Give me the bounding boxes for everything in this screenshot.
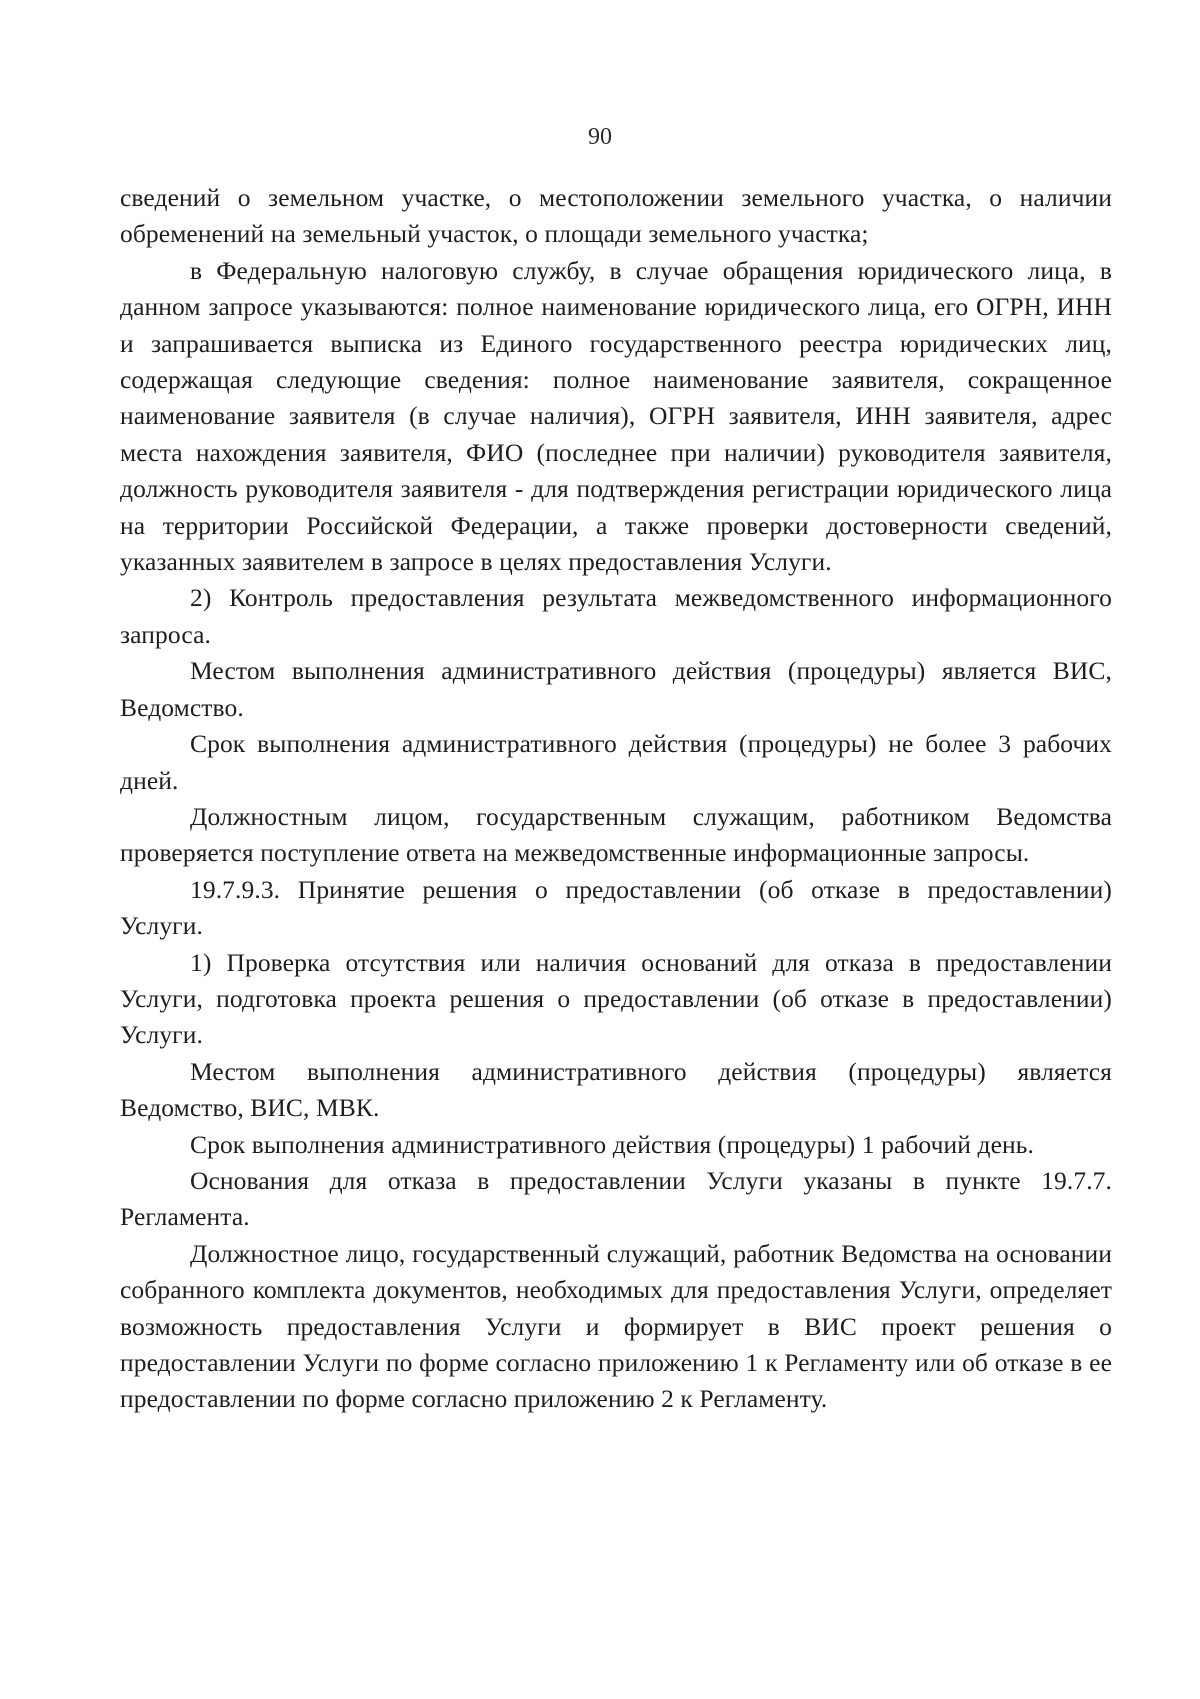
paragraph-refusal-grounds: Основания для отказа в предоставлении Услуги указаны в пункте 19.7.7. Регламента. — [120, 1165, 1112, 1232]
paragraph-grounds-check-step: 1) Проверка отсутствия или наличия оснований для отказа в предоставлении Услуги, подготовка проекта решения о предоставлении (об отказе в предоставлении) Услуги. — [120, 947, 1112, 1050]
paragraph-execution-term-2: Срок выполнения административного действия (процедуры) 1 рабочий день. — [190, 1129, 1034, 1159]
paragraph-decision-draft: Должностное лицо, государственный служащий, работник Ведомства на основании собранного комплекта документов, необходимых для предоставления Услуги, определяет возможность предоставления Услуги и формирует в ВИС проект решения о предоставлении Услуги по форме согласно приложению 1 к Регламенту или об отказе в ее предоставлении по форме согласно приложению 2 к Регламенту. — [120, 1238, 1112, 1414]
paragraph-section-heading: 19.7.9.3. Принятие решения о предоставлении (об отказе в предоставлении) Услуги. — [120, 874, 1112, 941]
paragraph-place-of-execution: Местом выполнения административного действия (процедуры) является ВИС, Ведомство. — [120, 656, 1112, 722]
paragraph-tax-service-request: в Федеральную налоговую службу, в случае обращения юридического лица, в данном запросе указываются: полное наименование юридического лица, его ОГРН, ИНН и запрашивается выписка из Единого государственного реестра юридических лиц, содержащая следующие сведения: полное наименование заявителя, сокращенное наименование заявителя (в случае наличия), ОГРН заявителя, ИНН заявителя, адрес места нахождения заявителя, ФИО (последнее при наличии) руководителя заявителя, должность руководителя заявителя - для подтверждения регистрации юридического лица на территории Российской Федерации, а также проверки достоверности сведений, указанных заявителем в запросе в целях предоставления Услуги. — [120, 255, 1112, 577]
paragraph-continuation: сведений о земельном участке, о местоположении земельного участка, о наличии обременений на земельный участок, о площади земельного участка; — [120, 183, 1112, 249]
document-body — [120, 180, 1112, 1418]
paragraph-place-of-execution-2: Местом выполнения административного действия (процедуры) является Ведомство, ВИС, МВК. — [120, 1056, 1112, 1123]
page-number: 90 — [588, 124, 612, 150]
paragraph-control-step: 2) Контроль предоставления результата межведомственного информационного запроса. — [120, 583, 1112, 649]
paragraph-response-check: Должностным лицом, государственным служащим, работником Ведомства проверяется поступление ответа на межведомственные информационные запросы. — [120, 801, 1112, 868]
paragraph-execution-term: Срок выполнения административного действия (процедуры) не более 3 рабочих дней. — [120, 729, 1112, 795]
